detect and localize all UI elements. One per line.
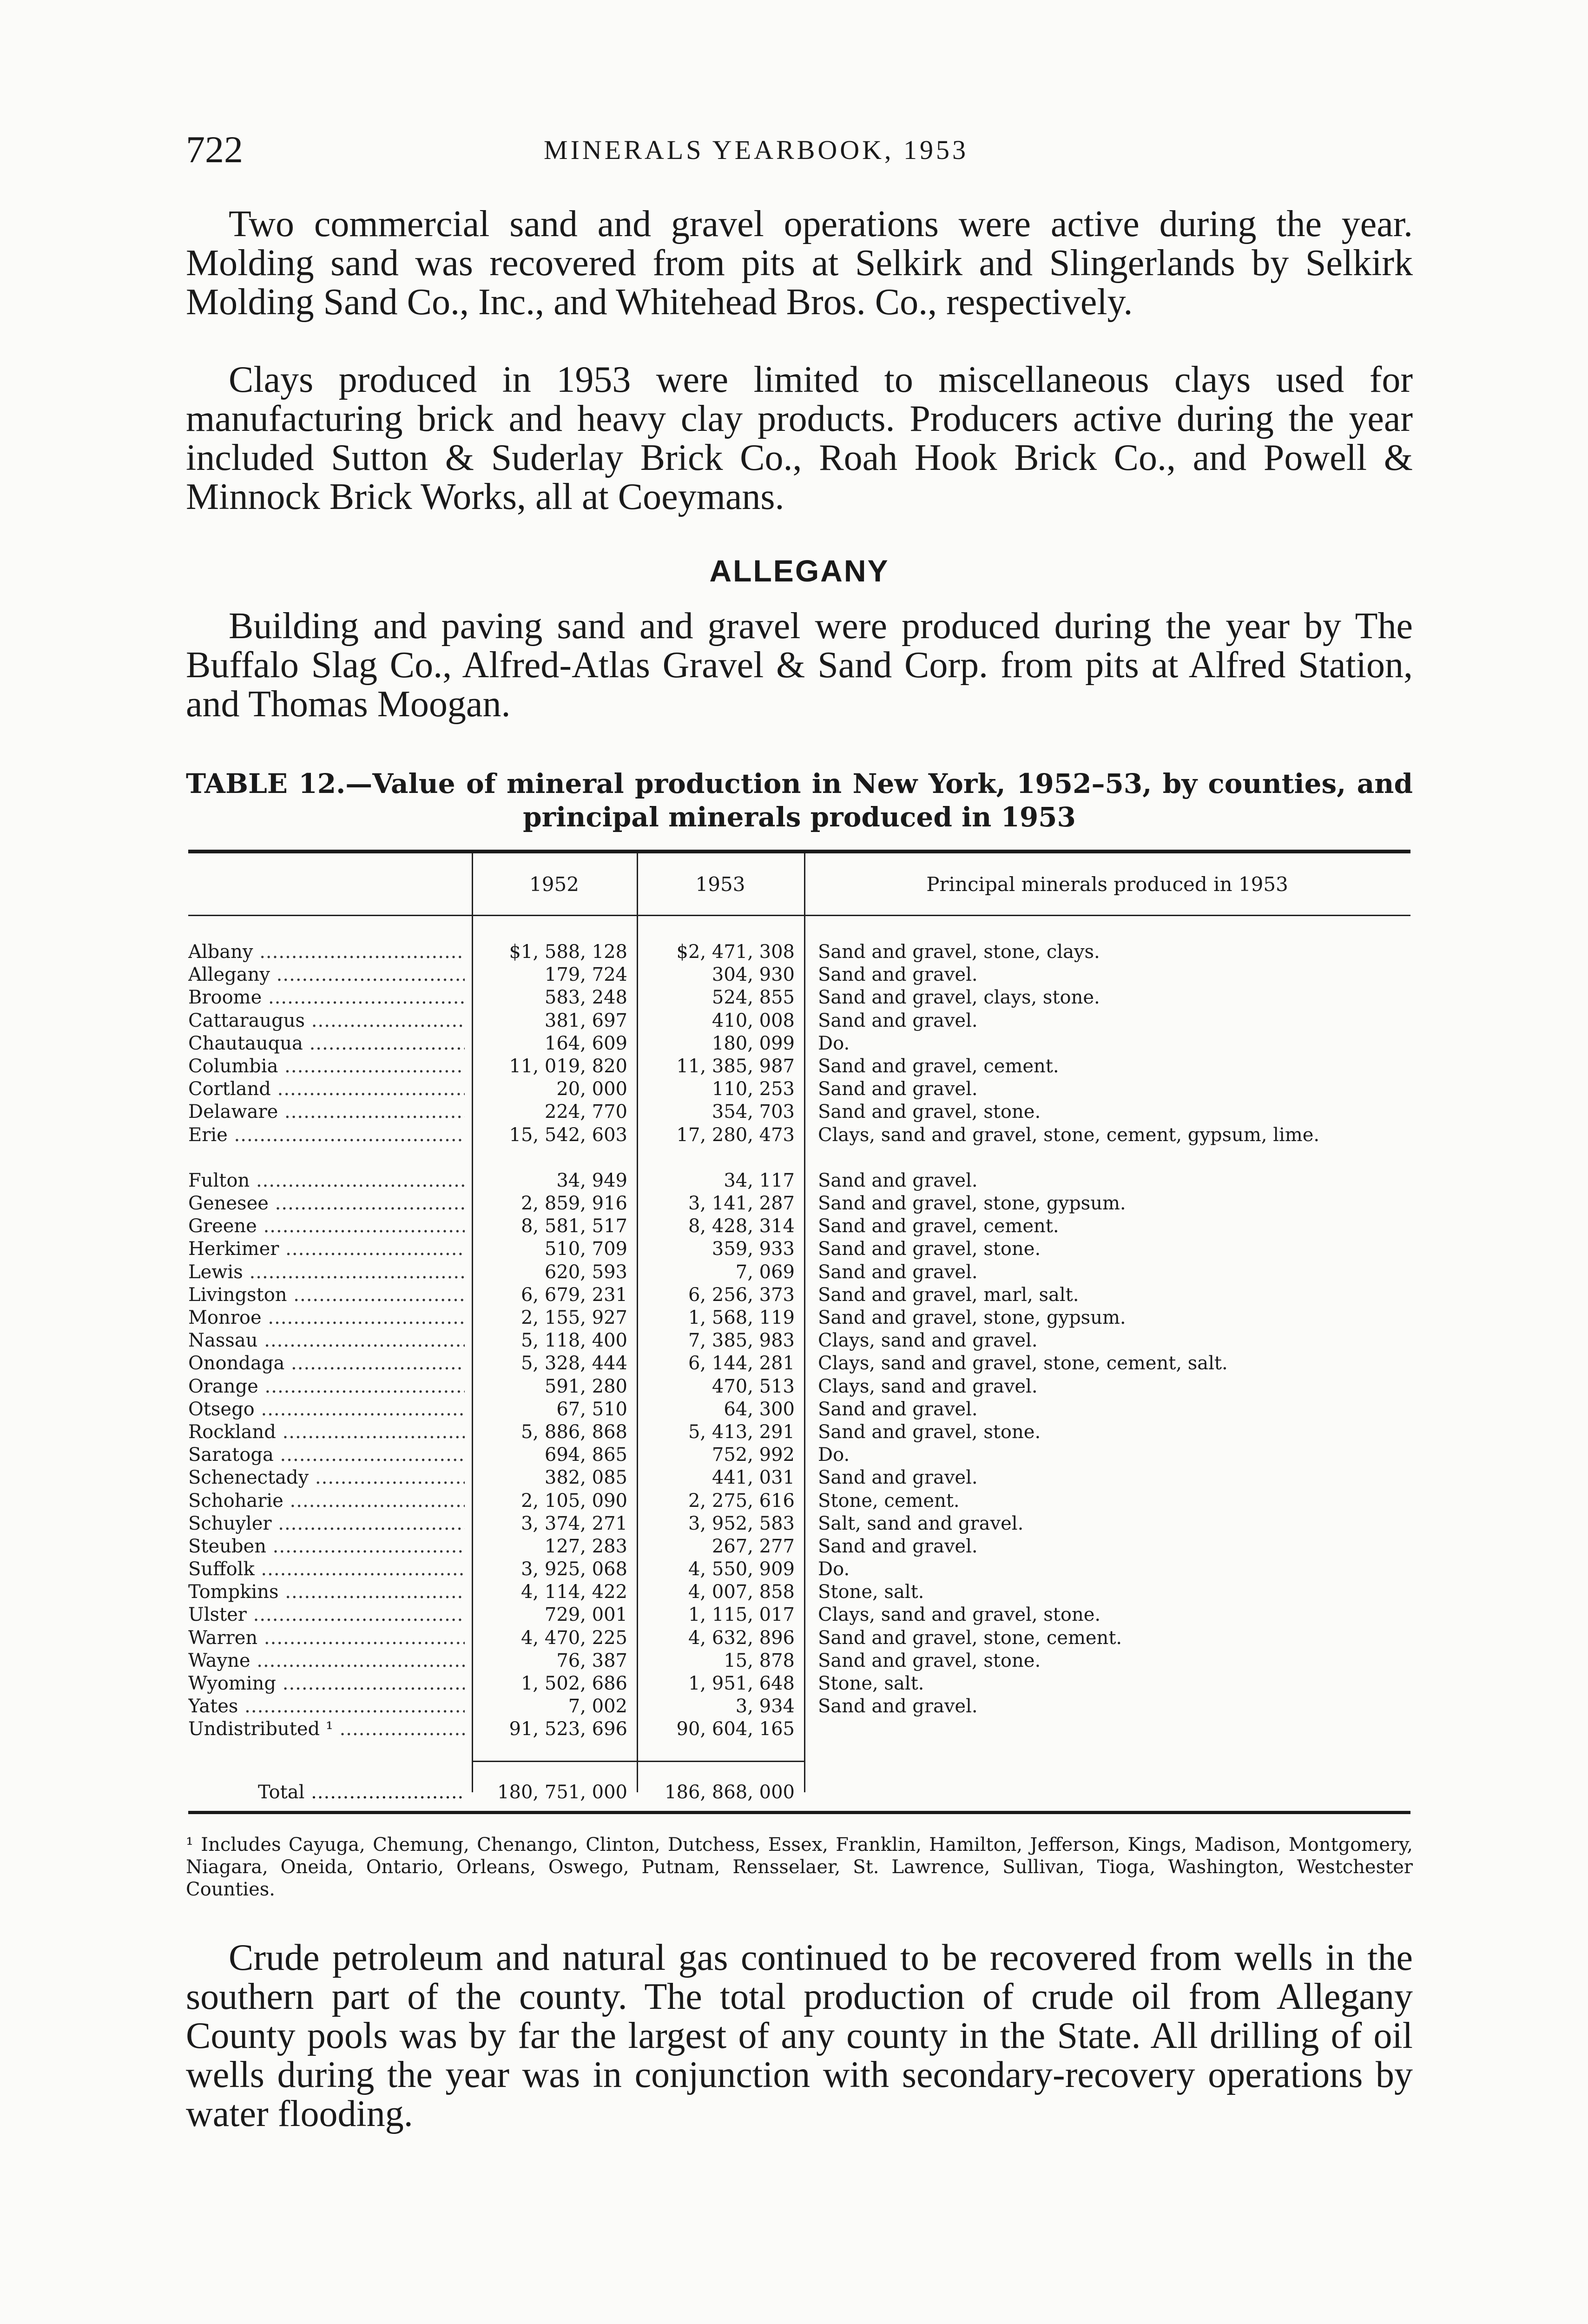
table-row [188,1695,1410,1718]
table-footnote: ¹ Includes Cayuga, Chemung, Chenango, Clinton, Dutchess, Essex, Franklin, Hamilton, Jefferson, Kings, Madison, Montgomery, Niagara, Oneida, Ontario, Orleans, Oswego, Putnam, Rensselaer, St. Lawrence, Sullivan, Tioga, Washington, Westchester Counties. [186,1834,1413,1900]
value-1952: 8, 581, 517 [521,1215,627,1237]
value-1953: 267, 277 [712,1535,795,1557]
value-1953: 7, 385, 983 [688,1330,795,1352]
principal-minerals: Clays, sand and gravel. [818,1330,1038,1352]
value-1953: 34, 117 [724,1169,795,1191]
value-1952: 382, 085 [544,1467,627,1489]
value-1952: 20, 000 [556,1078,627,1100]
value-1952: 91, 523, 696 [509,1718,627,1740]
principal-minerals: Sand and gravel, stone, gypsum. [818,1193,1126,1215]
county-name: Steuben ..... [188,1535,465,1558]
value-1952: 620, 593 [544,1261,627,1283]
paragraph-allegany: Building and paving sand and gravel were produced during the year by The Buffalo Slag Co., Alfred-Atlas Gravel & Sand Corp. from pits at Alfred Station, and Thomas Moogan. [186,606,1413,725]
table-body [188,941,1410,1741]
value-1952: 510, 709 [544,1238,627,1260]
principal-minerals: Sand and gravel. [818,964,978,986]
county-name: Herkimer ..... [188,1238,465,1261]
principal-minerals: Salt, sand and gravel. [818,1512,1024,1534]
county-name: Fulton ..... [188,1169,465,1192]
principal-minerals: Stone, cement. [818,1490,960,1512]
principal-minerals: Sand and gravel. [818,1078,978,1100]
table-caption: TABLE 12.—Value of mineral production in New York, 1952–53, by counties, and principal minerals produced in 1953 [186,768,1413,833]
principal-minerals: Sand and gravel, stone. [818,1238,1041,1260]
principal-minerals: Sand and gravel. [818,1535,978,1557]
table-row [188,964,1410,986]
table-row [188,1375,1410,1398]
table-row [188,1215,1410,1238]
value-1952: 2, 155, 927 [521,1307,627,1329]
value-1953: 752, 992 [712,1444,795,1466]
table-row [188,1055,1410,1078]
principal-minerals: Sand and gravel, stone, gypsum. [818,1307,1126,1329]
value-1953: 17, 280, 473 [676,1124,795,1146]
county-name: Warren ..... [188,1627,465,1650]
county-name: Monroe ..... [188,1307,465,1329]
value-1952: 381, 697 [544,1010,627,1031]
table-row [188,1238,1410,1261]
value-1953: 1, 115, 017 [688,1604,795,1626]
county-name: Otsego ..... [188,1398,465,1421]
value-1953: 3, 952, 583 [688,1512,795,1534]
county-name: Livingston ..... [188,1284,465,1307]
county-name: Albany ..... [188,941,465,964]
value-1953: 5, 413, 291 [688,1421,795,1443]
principal-minerals: Sand and gravel, stone. [818,1650,1041,1671]
county-name: Wyoming ..... [188,1672,465,1695]
county-name: Orange ..... [188,1375,465,1398]
table-row [188,1307,1410,1329]
county-name: Lewis ..... [188,1261,465,1284]
table-row [188,1466,1410,1489]
county-name: Yates ..... [188,1695,465,1718]
table-row [188,1444,1410,1466]
county-name: Nassau ..... [188,1329,465,1352]
principal-minerals: Sand and gravel. [818,1169,978,1191]
principal-minerals: Do. [818,1444,850,1466]
principal-minerals: Clays, sand and gravel, stone, cement, gypsum, lime. [818,1124,1320,1146]
value-1952: 127, 283 [544,1535,627,1557]
table-row [188,1581,1410,1604]
value-1953: 2, 275, 616 [688,1490,795,1512]
mineral-production-table [188,850,1410,1803]
value-1953: $2, 471, 308 [676,941,795,963]
county-name: Schuyler ..... [188,1512,465,1535]
value-1953: 441, 031 [712,1467,795,1489]
value-1952: 11, 019, 820 [509,1055,627,1077]
table-row [188,1512,1410,1535]
value-1953: 6, 256, 373 [688,1284,795,1306]
county-name: Cattaraugus ..... [188,1010,465,1032]
value-1953: 470, 513 [712,1375,795,1397]
value-1953: 180, 099 [712,1032,795,1054]
value-1953: 90, 604, 165 [676,1718,795,1740]
total-rule [472,1761,805,1762]
principal-minerals: Sand and gravel. [818,1398,978,1420]
principal-minerals: Sand and gravel, stone, clays. [818,941,1100,963]
header-rule [188,915,1410,916]
value-1953: 3, 934 [735,1696,795,1717]
table-total-row [188,1781,1410,1804]
total-label: Total ..... [258,1781,465,1804]
principal-minerals: Stone, salt. [818,1673,924,1695]
county-name: Saratoga ..... [188,1444,465,1466]
county-name: Wayne ..... [188,1650,465,1672]
running-title: MINERALS YEARBOOK, 1953 [544,135,969,165]
table-row [188,1124,1410,1169]
value-1952: 5, 328, 444 [521,1353,627,1374]
principal-minerals: Sand and gravel, cement. [818,1215,1059,1237]
county-name: Schenectady ..... [188,1466,465,1489]
value-1952: 76, 387 [556,1650,627,1671]
county-name: Columbia ..... [188,1055,465,1078]
table-bottom-rule [188,1811,1410,1814]
value-1953: 1, 568, 119 [688,1307,795,1329]
value-1953: 8, 428, 314 [688,1215,795,1237]
county-name: Schoharie ..... [188,1490,465,1512]
value-1953: 524, 855 [712,987,795,1009]
value-1952: 591, 280 [544,1375,627,1397]
value-1953: 64, 300 [724,1398,795,1420]
principal-minerals: Sand and gravel, stone, cement. [818,1627,1122,1649]
principal-minerals: Sand and gravel. [818,1696,978,1717]
value-1952: 583, 248 [544,987,627,1009]
value-1952: 694, 865 [544,1444,627,1466]
value-1953: 354, 703 [712,1101,795,1123]
table-row [188,1010,1410,1032]
table-row [188,1284,1410,1307]
table-row [188,1352,1410,1375]
principal-minerals: Sand and gravel, stone. [818,1421,1041,1443]
value-1952: 2, 859, 916 [521,1193,627,1215]
table-row [188,941,1410,964]
value-1953: 4, 007, 858 [688,1581,795,1603]
total-1952: 180, 751, 000 [497,1782,627,1803]
running-head [186,128,1413,170]
table-row [188,986,1410,1009]
county-name: Suffolk ..... [188,1558,465,1581]
value-1953: 1, 951, 648 [688,1673,795,1695]
table-row [188,1398,1410,1421]
value-1952: 179, 724 [544,964,627,986]
section-heading: ALLEGANY [709,554,890,588]
value-1952: 729, 001 [544,1604,627,1626]
value-1953: 15, 878 [724,1650,795,1671]
value-1953: 410, 008 [712,1010,795,1031]
table-row [188,1261,1410,1284]
value-1952: 4, 114, 422 [521,1581,627,1603]
table-row [188,1101,1410,1123]
table-row [188,1672,1410,1695]
value-1952: 5, 118, 400 [521,1330,627,1352]
county-name: Delaware ..... [188,1101,465,1123]
value-1952: $1, 588, 128 [509,941,627,963]
value-1952: 4, 470, 225 [521,1627,627,1649]
principal-minerals: Clays, sand and gravel, stone. [818,1604,1101,1626]
county-name: Rockland ..... [188,1421,465,1444]
table-row [188,1558,1410,1581]
county-name: Allegany ..... [188,964,465,986]
principal-minerals: Sand and gravel. [818,1010,978,1031]
county-name: Ulster ..... [188,1604,465,1626]
principal-minerals: Sand and gravel, clays, stone. [818,987,1100,1009]
table-row [188,1329,1410,1352]
table-row [188,1604,1410,1626]
value-1952: 3, 374, 271 [521,1512,627,1534]
value-1952: 3, 925, 068 [521,1558,627,1580]
total-1953: 186, 868, 000 [665,1782,795,1803]
value-1952: 164, 609 [544,1032,627,1054]
principal-minerals: Sand and gravel. [818,1467,978,1489]
county-name: Erie ..... [188,1124,465,1147]
county-name: Tompkins ..... [188,1581,465,1604]
value-1953: 7, 069 [735,1261,795,1283]
table-top-rule [188,850,1410,853]
header-1953: 1953 [695,873,745,896]
value-1952: 6, 679, 231 [521,1284,627,1306]
principal-minerals: Sand and gravel, marl, salt. [818,1284,1079,1306]
county-name: Chautauqua ..... [188,1032,465,1055]
table-row [188,1078,1410,1101]
value-1952: 7, 002 [568,1696,627,1717]
header-principal-minerals: Principal minerals produced in 1953 [926,873,1288,896]
header-1952: 1952 [529,873,579,896]
table-row [188,1032,1410,1055]
value-1952: 2, 105, 090 [521,1490,627,1512]
principal-minerals: Clays, sand and gravel. [818,1375,1038,1397]
paragraph-petroleum: Crude petroleum and natural gas continued to be recovered from wells in the southern part of the county. The total production of crude oil from Allegany County pools was by far the largest of any county in the State. All drilling of oil wells during the year was in conjunction with secondary-recovery operations by water flooding. [186,1937,1413,2134]
value-1953: 3, 141, 287 [688,1193,795,1215]
value-1953: 304, 930 [712,964,795,986]
principal-minerals: Do. [818,1032,850,1054]
page-number: 722 [186,128,243,171]
value-1953: 359, 933 [712,1238,795,1260]
table-row [188,1627,1410,1650]
table-row [188,1490,1410,1512]
value-1952: 34, 949 [556,1169,627,1191]
value-1952: 15, 542, 603 [509,1124,627,1146]
value-1953: 4, 632, 896 [688,1627,795,1649]
paragraph-sand-gravel: Two commercial sand and gravel operations were active during the year. Molding sand was recovered from pits at Selkirk and Slingerlands by Selkirk Molding Sand Co., Inc., and Whitehead Bros. Co., respectively. [186,204,1413,323]
value-1952: 5, 886, 868 [521,1421,627,1443]
table-row [188,1421,1410,1444]
value-1952: 1, 502, 686 [521,1673,627,1695]
table-row [188,1535,1410,1558]
principal-minerals: Sand and gravel. [818,1261,978,1283]
value-1953: 11, 385, 987 [676,1055,795,1077]
table-row [188,1650,1410,1672]
table-row [188,1169,1410,1192]
county-name: Undistributed ¹ ..... [188,1718,465,1741]
county-name: Genesee ..... [188,1192,465,1215]
county-name: Greene ..... [188,1215,465,1238]
principal-minerals: Do. [818,1558,850,1580]
principal-minerals: Clays, sand and gravel, stone, cement, salt. [818,1353,1228,1374]
value-1952: 67, 510 [556,1398,627,1420]
principal-minerals: Sand and gravel, stone. [818,1101,1041,1123]
value-1952: 224, 770 [544,1101,627,1123]
principal-minerals: Sand and gravel, cement. [818,1055,1059,1077]
value-1953: 6, 144, 281 [688,1353,795,1374]
value-1953: 4, 550, 909 [688,1558,795,1580]
county-name: Cortland ..... [188,1078,465,1101]
county-name: Onondaga ..... [188,1352,465,1375]
table-row [188,1718,1410,1741]
value-1953: 110, 253 [712,1078,795,1100]
table-row [188,1192,1410,1215]
county-name: Broome ..... [188,986,465,1009]
paragraph-clays: Clays produced in 1953 were limited to miscellaneous clays used for manufacturing brick and heavy clay products. Producers active during the year included Sutton & Suderlay Brick Co., Roah Hook Brick Co., and Powell & Minnock Brick Works, all at Coeymans. [186,359,1413,517]
principal-minerals: Stone, salt. [818,1581,924,1603]
